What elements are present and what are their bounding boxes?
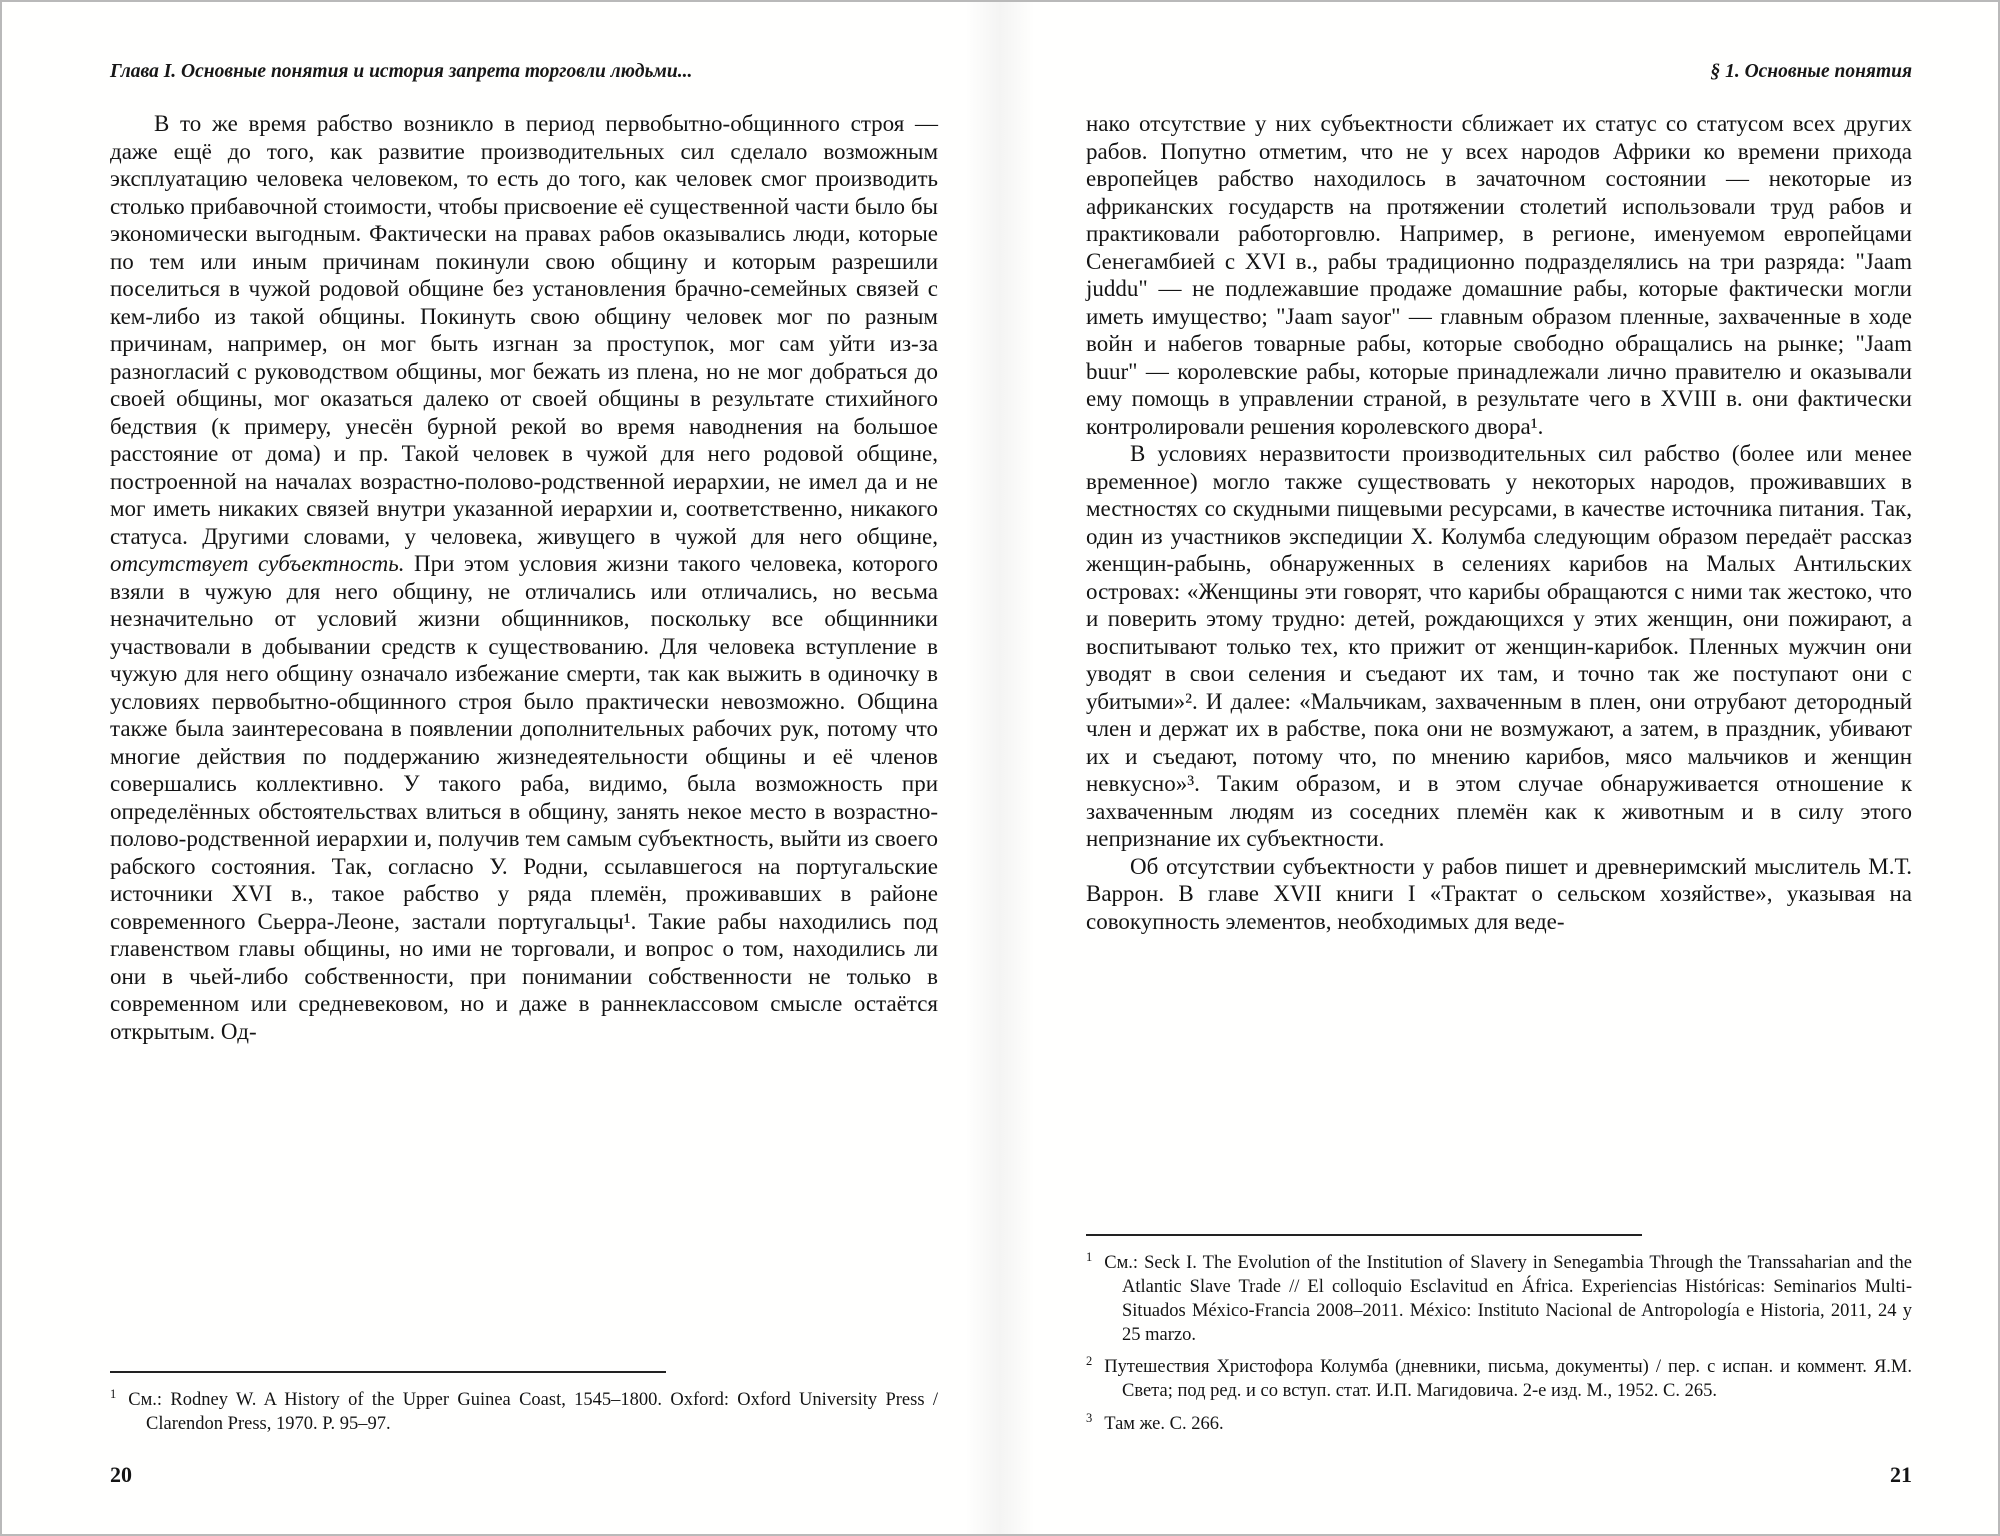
footnote-marker: 1 — [110, 1387, 117, 1402]
running-head-left: Глава I. Основные понятия и история запрета торговли людьми... — [110, 61, 693, 82]
running-head-right: § 1. Основные понятия — [1710, 61, 1912, 82]
page-number-right: 21 — [1890, 1462, 1912, 1487]
footnotes-left — [110, 1363, 938, 1440]
paragraph — [1086, 853, 1912, 936]
text-run: нако отсутствие у них субъектности сближает их статус со статусом всех других рабов. Попутно отметим, что не у всех народов Африки ко времени прихода европейцев рабство находилось в зачаточном состоянии — некоторые из африканских государств на протяжении столетий использовали труд рабов и практиковали работорговлю. Например, в регионе, именуемом европейцами Сенегамбией с XVI в., рабы традиционно подразделялись на три разряда: "Jaam juddu" — не подлежавшие продаже домашние рабы, которые фактически могли иметь имущество; "Jaam sayor" — главным образом пленные, захваченные в ходе войн и набегов товарные рабы, которые свободно обращались на рынке; "Jaam buur" — королевские рабы, которые принадлежали лично правителю и оказывали ему помощь в управлении страной, в результате чего в XVIII в. они фактически контролировали решения королевского двора¹. — [1086, 111, 1912, 439]
text-run: Об отсутствии субъектности у рабов пишет и древнеримский мыслитель М.Т. Варрон. В главе XVII книги I «Трактат о сельском хозяйстве», указывая на совокупность элементов, необходимых для веде- — [1086, 853, 1912, 934]
text-run: В то же время рабство возникло в период первобытно-общинного строя — даже ещё до того, как развитие производительных сил сделало возможным эксплуатацию человека человеком, то есть до того, как человек смог производить столько прибавочной стоимости, чтобы присвоение её существенной части было бы экономически выгодным. Фактически на правах рабов оказывались люди, которые по тем или иным причинам покинули свою общину и которым разрешили поселиться в чужой родовой общине без установления брачно-семейных связей с кем-либо из такой общины. Покинуть свою общину человек мог по разным причинам, например, он мог быть изгнан за проступок, мог сам уйти из-за разногласий с руководством общины, мог бежать из плена, но не мог добраться до своей общины, мог оказаться далеко от своей общины в результате стихийного бедствия (к примеру, унесён бурной рекой во время наводнения на большое расстояние от дома) и пр. Такой человек в чужой для него родовой общине, построенной на началах возрастно-полово-родственной иерархии, не имел да и не мог иметь никаких связей внутри указанной иерархии и, соответственно, никакого статуса. Другими словами, у человека, живущего в чужой для него общине, — [110, 111, 938, 549]
text-run: отсутствует субъектность. — [110, 551, 405, 576]
page-left — [2, 2, 1000, 1534]
footnote-text: См.: Seck I. The Evolution of the Institution of Slavery in Senegambia Through the Transsaharian and the Atlantic Slave Trade // El colloquio Esclavitud en África. Experiencias Históricas: Seminarios Multi-Situados México-Francia 2008–2011. México: Instituto Nacional de Antropología e Historia, 2011, 24 y 25 marzo. — [1104, 1253, 1912, 1345]
footnote-text: Путешествия Христофора Колумба (дневники, письма, документы) / пер. с испан. и коммент. Я.М. Света; под ред. и со вступ. стат. И.П. Магидовича. 2-е изд. М., 1952. С. 265. — [1104, 1357, 1912, 1402]
footnote-marker: 2 — [1086, 1354, 1093, 1369]
paragraph — [110, 110, 938, 1045]
footnote-marker: 3 — [1086, 1411, 1093, 1426]
page-right — [1000, 2, 1998, 1534]
footnote — [110, 1383, 938, 1437]
footnotes-right — [1086, 1226, 1912, 1440]
footnote — [1086, 1246, 1912, 1347]
text-run: В условиях неразвитости производительных сил рабство (более или менее временное) могло также существовать у некоторых народов, проживавших в местностях со скудными пищевыми ресурсами, в качестве источника питания. Так, один из участников экспедиции Х. Колумба следующим образом передаёт рассказ женщин-рабынь, обнаруженных в селениях карибов на Малых Антильских островах: «Женщины эти говорят, что карибы обращаются с ними так жестоко, что и поверить этому трудно: детей, рождающихся у этих женщин, они пожирают, а воспитывают только тех, кто прижит от женщин-карибок. Пленных мужчин они уводят в свои селения и съедают их там, и точно так же поступают они с убитыми»². И далее: «Мальчикам, захваченным в плен, они отрубают детородный член и держат их в рабстве, пока они не возмужают, а затем, в праздник, убивают их и съедают, потому что, по мнению карибов, мясо мальчиков и женщин невкусно»³. Таким образом, и в этом случае обнаруживается отношение к захваченным людям из соседних племён как к животным и в силу этого непризнание их субъектности. — [1086, 441, 1912, 851]
footnote-text: Там же. С. 266. — [1104, 1414, 1224, 1435]
paragraph — [1086, 440, 1912, 853]
body-text-right — [1086, 110, 1912, 935]
footnote-list-left — [110, 1383, 938, 1437]
footnote-text: См.: Rodney W. A History of the Upper Guinea Coast, 1545–1800. Oxford: Oxford University Press / Clarendon Press, 1970. P. 95–97. — [128, 1390, 938, 1435]
footnote-rule-right — [1086, 1234, 1642, 1236]
body-text-left — [110, 110, 938, 1045]
footnote-marker: 1 — [1086, 1249, 1093, 1264]
paragraph — [1086, 110, 1912, 440]
footnote-rule-left — [110, 1371, 666, 1373]
text-run: При этом условия жизни такого человека, которого взяли в чужую для него общину, не отличались или отличались, но весьма незначительно от условий жизни общинников, поскольку все общинники участвовали в добывании средств к существованию. Для человека вступление в чужую для него общину означало избежание смерти, так как выжить в одиночку в условиях первобытно-общинного строя было практически невозможно. Община также была заинтересована в появлении дополнительных рабочих рук, потому что многие действия по поддержанию жизнедеятельности общины и её членов совершались коллективно. У такого раба, видимо, была возможность при определённых обстоятельствах влиться в общину, занять некое место в возрастно-полово-родственной иерархии и, получив тем самым субъектность, выйти из своего рабского состояния. Так, согласно У. Родни, ссылавшегося на португальские источники XVI в., такое рабство у ряда племён, проживавших в районе современного Сьерра-Леоне, застали португальцы¹. Такие рабы находились под главенством главы общины, но ими не торговали, и вопрос о том, находились ли они в чьей-либо собственности, при понимании собственности не только в современном или средневековом, но и даже в раннеклассовом смысле остаётся открытым. Од- — [110, 551, 938, 1044]
footnote-list-right — [1086, 1246, 1912, 1437]
footnote — [1086, 1407, 1912, 1437]
page-number-left: 20 — [110, 1462, 132, 1487]
footnote — [1086, 1350, 1912, 1404]
